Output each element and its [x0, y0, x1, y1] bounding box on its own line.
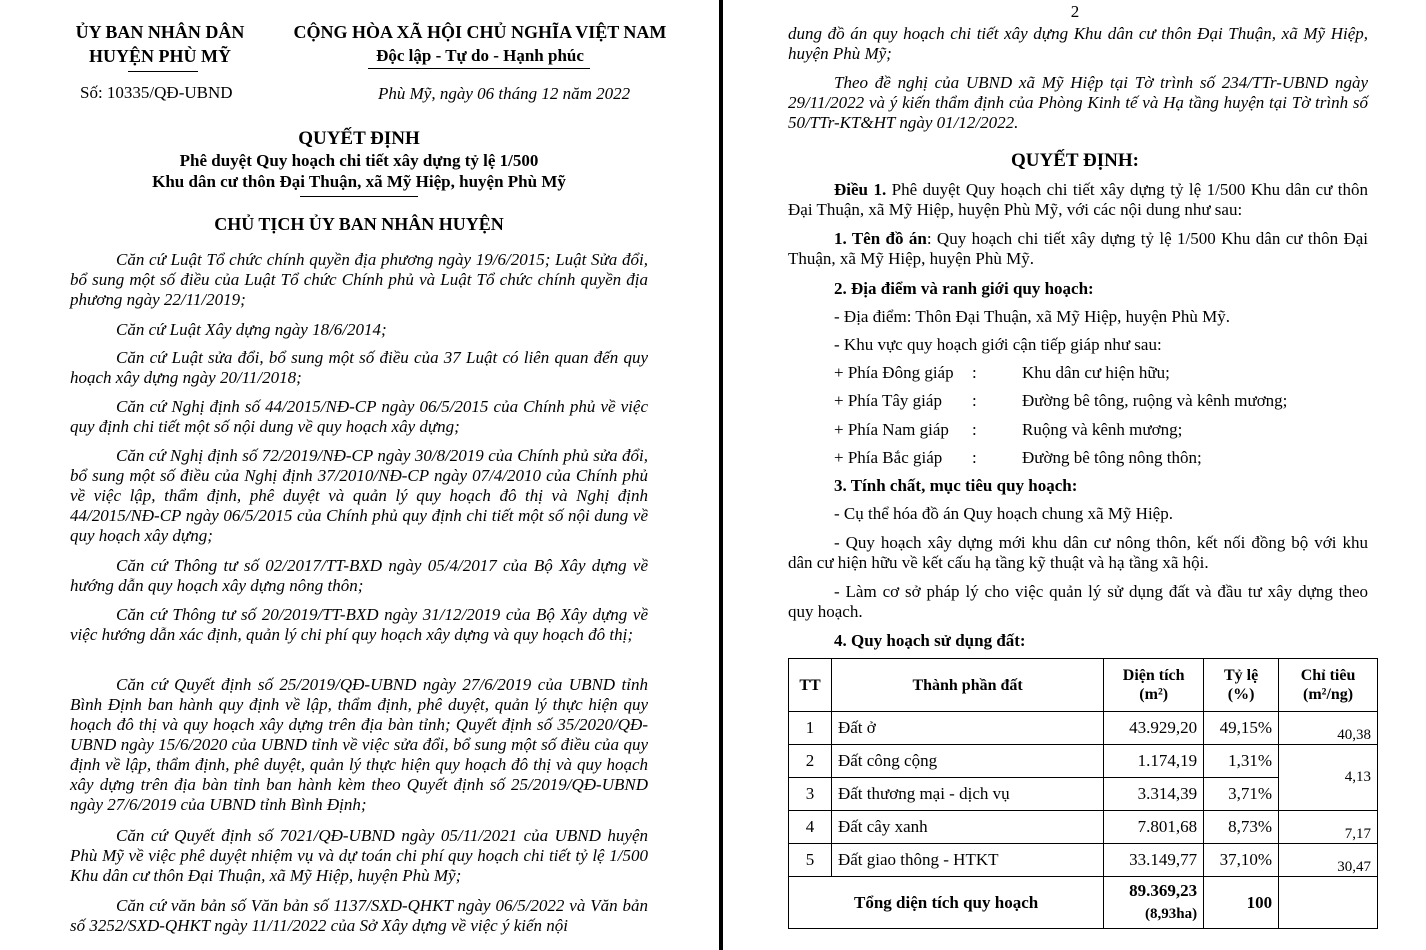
cell-area: 43.929,20: [1104, 712, 1204, 745]
boundary-direction: + Phía Tây giáp: [834, 391, 942, 410]
objective-item: - Làm cơ sở pháp lý cho việc quản lý sử dụng đất và đầu tư xây dựng theo quy hoạch.: [788, 582, 1368, 621]
boundary-value: Khu dân cư hiện hữu;: [1022, 363, 1170, 382]
legal-ground: Căn cứ văn bản số Văn bản số 1137/SXD-QHKT ngày 06/5/2022 và Văn bản số 3252/SXD-QHKT ngày 11/11/2022 của Sở Xây dựng về việc ý kiến nội: [70, 896, 648, 935]
section-1-text: : Quy hoạch chi tiết xây dựng tỷ lệ 1/500 Khu dân cư thôn Đại Thuận, xã Mỹ Hiệp, huyện Phù Mỹ.: [788, 229, 1368, 268]
header-ratio-label: Tỷ lệ: [1224, 667, 1259, 684]
cell-area: 1.174,19: [1104, 745, 1204, 778]
cell-component: Đất giao thông - HTKT: [831, 844, 1103, 877]
total-index-empty: [1279, 877, 1378, 929]
boundary-separator: :: [972, 363, 977, 382]
cell-component: Đất công cộng: [831, 745, 1103, 778]
legal-ground: Căn cứ Quyết định số 7021/QĐ-UBND ngày 05/11/2021 của UBND huyện Phù Mỹ về việc phê duyệt nhiệm vụ và dự toán chi phí quy hoạch chi tiết tỷ lệ 1/500 Khu dân cư thôn Đại Thuận, xã Mỹ Hiệp, huyện Phù Mỹ;: [70, 826, 648, 885]
legal-ground: Căn cứ Thông tư số 20/2019/TT-BXD ngày 31/12/2019 của Bộ Xây dựng về việc hướng dẫn xác định, quản lý chi phí quy hoạch xây dựng và quy hoạch đô thị;: [70, 605, 648, 644]
subtitle-underline: [300, 196, 418, 197]
legal-ground: Căn cứ Luật sửa đổi, bổ sung một số điều của 37 Luật có liên quan đến quy hoạch xây dựng ngày 20/11/2018;: [70, 348, 648, 387]
cell-area: 7.801,68: [1104, 811, 1204, 844]
table-header-row: [789, 659, 1378, 712]
cell-component: Đất ở: [831, 712, 1103, 745]
decision-heading: QUYẾT ĐỊNH:: [1011, 150, 1139, 171]
org-name-line2: HUYỆN PHÙ MỸ: [89, 46, 231, 66]
cell-tt: 1: [789, 712, 832, 745]
header-ratio: [1204, 659, 1279, 712]
land-use-table: [788, 658, 1378, 929]
section-2-heading: 2. Địa điểm và ranh giới quy hoạch:: [834, 279, 1094, 298]
article-1-text: Phê duyệt Quy hoạch chi tiết xây dựng tỷ lệ 1/500 Khu dân cư thôn Đại Thuận, xã Mỹ Hiệp, huyện Phù Mỹ, với các nội dung như sau:: [788, 180, 1369, 219]
legal-ground: Căn cứ Luật Tổ chức chính quyền địa phương ngày 19/6/2015; Luật Sửa đổi, bổ sung một số điều của Luật Tổ chức Chính phủ và Luật Tổ chức chính quyền địa phương ngày 22/11/2019;: [70, 250, 648, 309]
continued-ground: dung đồ án quy hoạch chi tiết xây dựng Khu dân cư thôn Đại Thuận, xã Mỹ Hiệp, huyện Phù Mỹ;: [788, 24, 1368, 63]
objective-item: - Cụ thể hóa đồ án Quy hoạch chung xã Mỹ Hiệp.: [834, 504, 1173, 523]
cell-index: 30,47: [1279, 844, 1378, 877]
document-subtitle-1: Phê duyệt Quy hoạch chi tiết xây dựng tỷ lệ 1/500: [179, 151, 539, 170]
total-label: Tổng diện tích quy hoạch: [789, 877, 1104, 929]
place-date: Phù Mỹ, ngày 06 tháng 12 năm 2022: [378, 84, 631, 103]
section-4-heading: 4. Quy hoạch sử dụng đất:: [834, 631, 1026, 650]
boundary-direction: + Phía Nam giáp: [834, 420, 949, 439]
boundary-separator: :: [972, 391, 977, 410]
cell-ratio: 3,71%: [1204, 778, 1279, 811]
table-row: [789, 811, 1378, 844]
table-row: [789, 745, 1378, 778]
total-area-m2: 89.369,23: [1129, 881, 1198, 900]
legal-ground: Căn cứ Luật Xây dựng ngày 18/6/2014;: [116, 320, 387, 339]
document-subtitle-2: Khu dân cư thôn Đại Thuận, xã Mỹ Hiệp, huyện Phù Mỹ: [152, 172, 566, 191]
section-1-label: 1. Tên đồ án: [834, 229, 927, 248]
table-row: [789, 712, 1378, 745]
cell-index: 40,38: [1279, 712, 1378, 745]
cell-component: Đất cây xanh: [831, 811, 1103, 844]
header-area-unit: (m²): [1139, 686, 1169, 703]
header-index-unit: (m²/ng): [1302, 686, 1354, 703]
cell-tt: 3: [789, 778, 832, 811]
page-number: 2: [1070, 2, 1080, 21]
cell-index: 7,17: [1279, 811, 1378, 844]
section-3-heading: 3. Tính chất, mục tiêu quy hoạch:: [834, 476, 1078, 495]
cell-component: Đất thương mại - dịch vụ: [831, 778, 1103, 811]
header-ratio-unit: (%): [1227, 686, 1255, 703]
legal-ground: Căn cứ Quyết định số 25/2019/QĐ-UBND ngày 27/6/2019 của UBND tỉnh Bình Định ban hành quy định về lập, thẩm định, phê duyệt, quản lý thực hiện quy hoạch đô thị và quy hoạch xây dựng trên địa bàn tỉnh; Quyết định số 35/2020/QĐ-UBND ngày 15/6/2020 của UBND tỉnh về việc sửa đổi, bổ sung một số điều của quy định về lập, thẩm định, phê duyệt, quản lý thực hiện quy hoạch đô thị và quy hoạch xây dựng trên địa bàn tỉnh ban hành kèm theo Quyết định số 25/2019/QĐ-UBND ngày 27/6/2019 của UBND tỉnh Bình Định;: [70, 675, 648, 814]
objective-item: - Quy hoạch xây dựng mới khu dân cư nông thôn, kết nối đồng bộ với khu dân cư hiện hữu về kết cấu hạ tầng kỹ thuật và hạ tầng xã hội.: [788, 533, 1368, 572]
location-line: - Địa điểm: Thôn Đại Thuận, xã Mỹ Hiệp, huyện Phù Mỹ.: [834, 307, 1230, 326]
header-area: [1104, 659, 1204, 712]
motto-underline: [368, 68, 590, 69]
header-area-label: Diện tích: [1122, 667, 1185, 684]
table-row: [789, 844, 1378, 877]
document-number: Số: 10335/QĐ-UBND: [80, 83, 233, 102]
proposal-paragraph: Theo đề nghị của UBND xã Mỹ Hiệp tại Tờ trình số 234/TTr-UBND ngày 29/11/2022 và ý kiến thẩm định của Phòng Kinh tế và Hạ tầng huyện tại Tờ trình số 50/TTr-KT&HT ngày 01/12/2022.: [788, 73, 1368, 132]
nation-name: CỘNG HÒA XÃ HỘI CHỦ NGHĨA VIỆT NAM: [293, 22, 667, 42]
boundary-separator: :: [972, 448, 977, 467]
header-index: [1279, 659, 1378, 712]
article-1: [788, 180, 1368, 220]
total-area: [1104, 877, 1204, 929]
total-ratio: 100: [1204, 877, 1279, 929]
legal-ground: Căn cứ Thông tư số 02/2017/TT-BXD ngày 05/4/2017 của Bộ Xây dựng về hướng dẫn quy hoạch xây dựng nông thôn;: [70, 556, 648, 595]
boundary-intro: - Khu vực quy hoạch giới cận tiếp giáp như sau:: [834, 335, 1162, 354]
header-index-label: Chỉ tiêu: [1300, 667, 1356, 684]
org-underline: [128, 71, 198, 72]
boundary-value: Đường bê tông, ruộng và kênh mương;: [1022, 391, 1288, 410]
cell-ratio: 37,10%: [1204, 844, 1279, 877]
total-area-ha: (8,93ha): [1145, 906, 1198, 922]
boundary-separator: :: [972, 420, 977, 439]
page-divider: [719, 0, 723, 950]
cell-tt: 4: [789, 811, 832, 844]
boundary-value: Đường bê tông nông thôn;: [1022, 448, 1202, 467]
document-page-2: [724, 0, 1426, 950]
cell-area: 3.314,39: [1104, 778, 1204, 811]
cell-ratio: 49,15%: [1204, 712, 1279, 745]
table-total-row: [789, 877, 1378, 929]
cell-tt: 2: [789, 745, 832, 778]
issuing-authority: CHỦ TỊCH ỦY BAN NHÂN HUYỆN: [214, 214, 504, 234]
cell-ratio: 1,31%: [1204, 745, 1279, 778]
boundary-direction: + Phía Bắc giáp: [834, 448, 943, 467]
national-motto: Độc lập - Tự do - Hạnh phúc: [376, 46, 584, 65]
cell-area: 33.149,77: [1104, 844, 1204, 877]
boundary-direction: + Phía Đông giáp: [834, 363, 954, 382]
org-name-line1: ỦY BAN NHÂN DÂN: [75, 22, 245, 42]
legal-ground: Căn cứ Nghị định số 72/2019/NĐ-CP ngày 30/8/2019 của Chính phủ sửa đổi, bổ sung một số điều của Nghị định 37/2010/NĐ-CP ngày 07/4/2010 của Chính phủ về việc lập, thẩm định, phê duyệt và quản lý quy hoạch đô thị và Nghị định 44/2015/NĐ-CP ngày 06/5/2015 của Chính phủ quy định chi tiết một số nội dung về quy hoạch xây dựng;: [70, 446, 648, 545]
document-title: QUYẾT ĐỊNH: [298, 128, 420, 149]
cell-index: 4,13: [1279, 745, 1378, 811]
header-component: Thành phần đất: [831, 659, 1103, 712]
cell-ratio: 8,73%: [1204, 811, 1279, 844]
header-tt: TT: [789, 659, 832, 712]
legal-ground: Căn cứ Nghị định số 44/2015/NĐ-CP ngày 06/5/2015 của Chính phủ về việc quy định chi tiết một số nội dung về quy hoạch xây dựng;: [70, 397, 648, 436]
cell-tt: 5: [789, 844, 832, 877]
article-1-label: Điều 1.: [834, 180, 887, 199]
section-1: [788, 229, 1368, 269]
boundary-value: Ruộng và kênh mương;: [1022, 420, 1183, 439]
